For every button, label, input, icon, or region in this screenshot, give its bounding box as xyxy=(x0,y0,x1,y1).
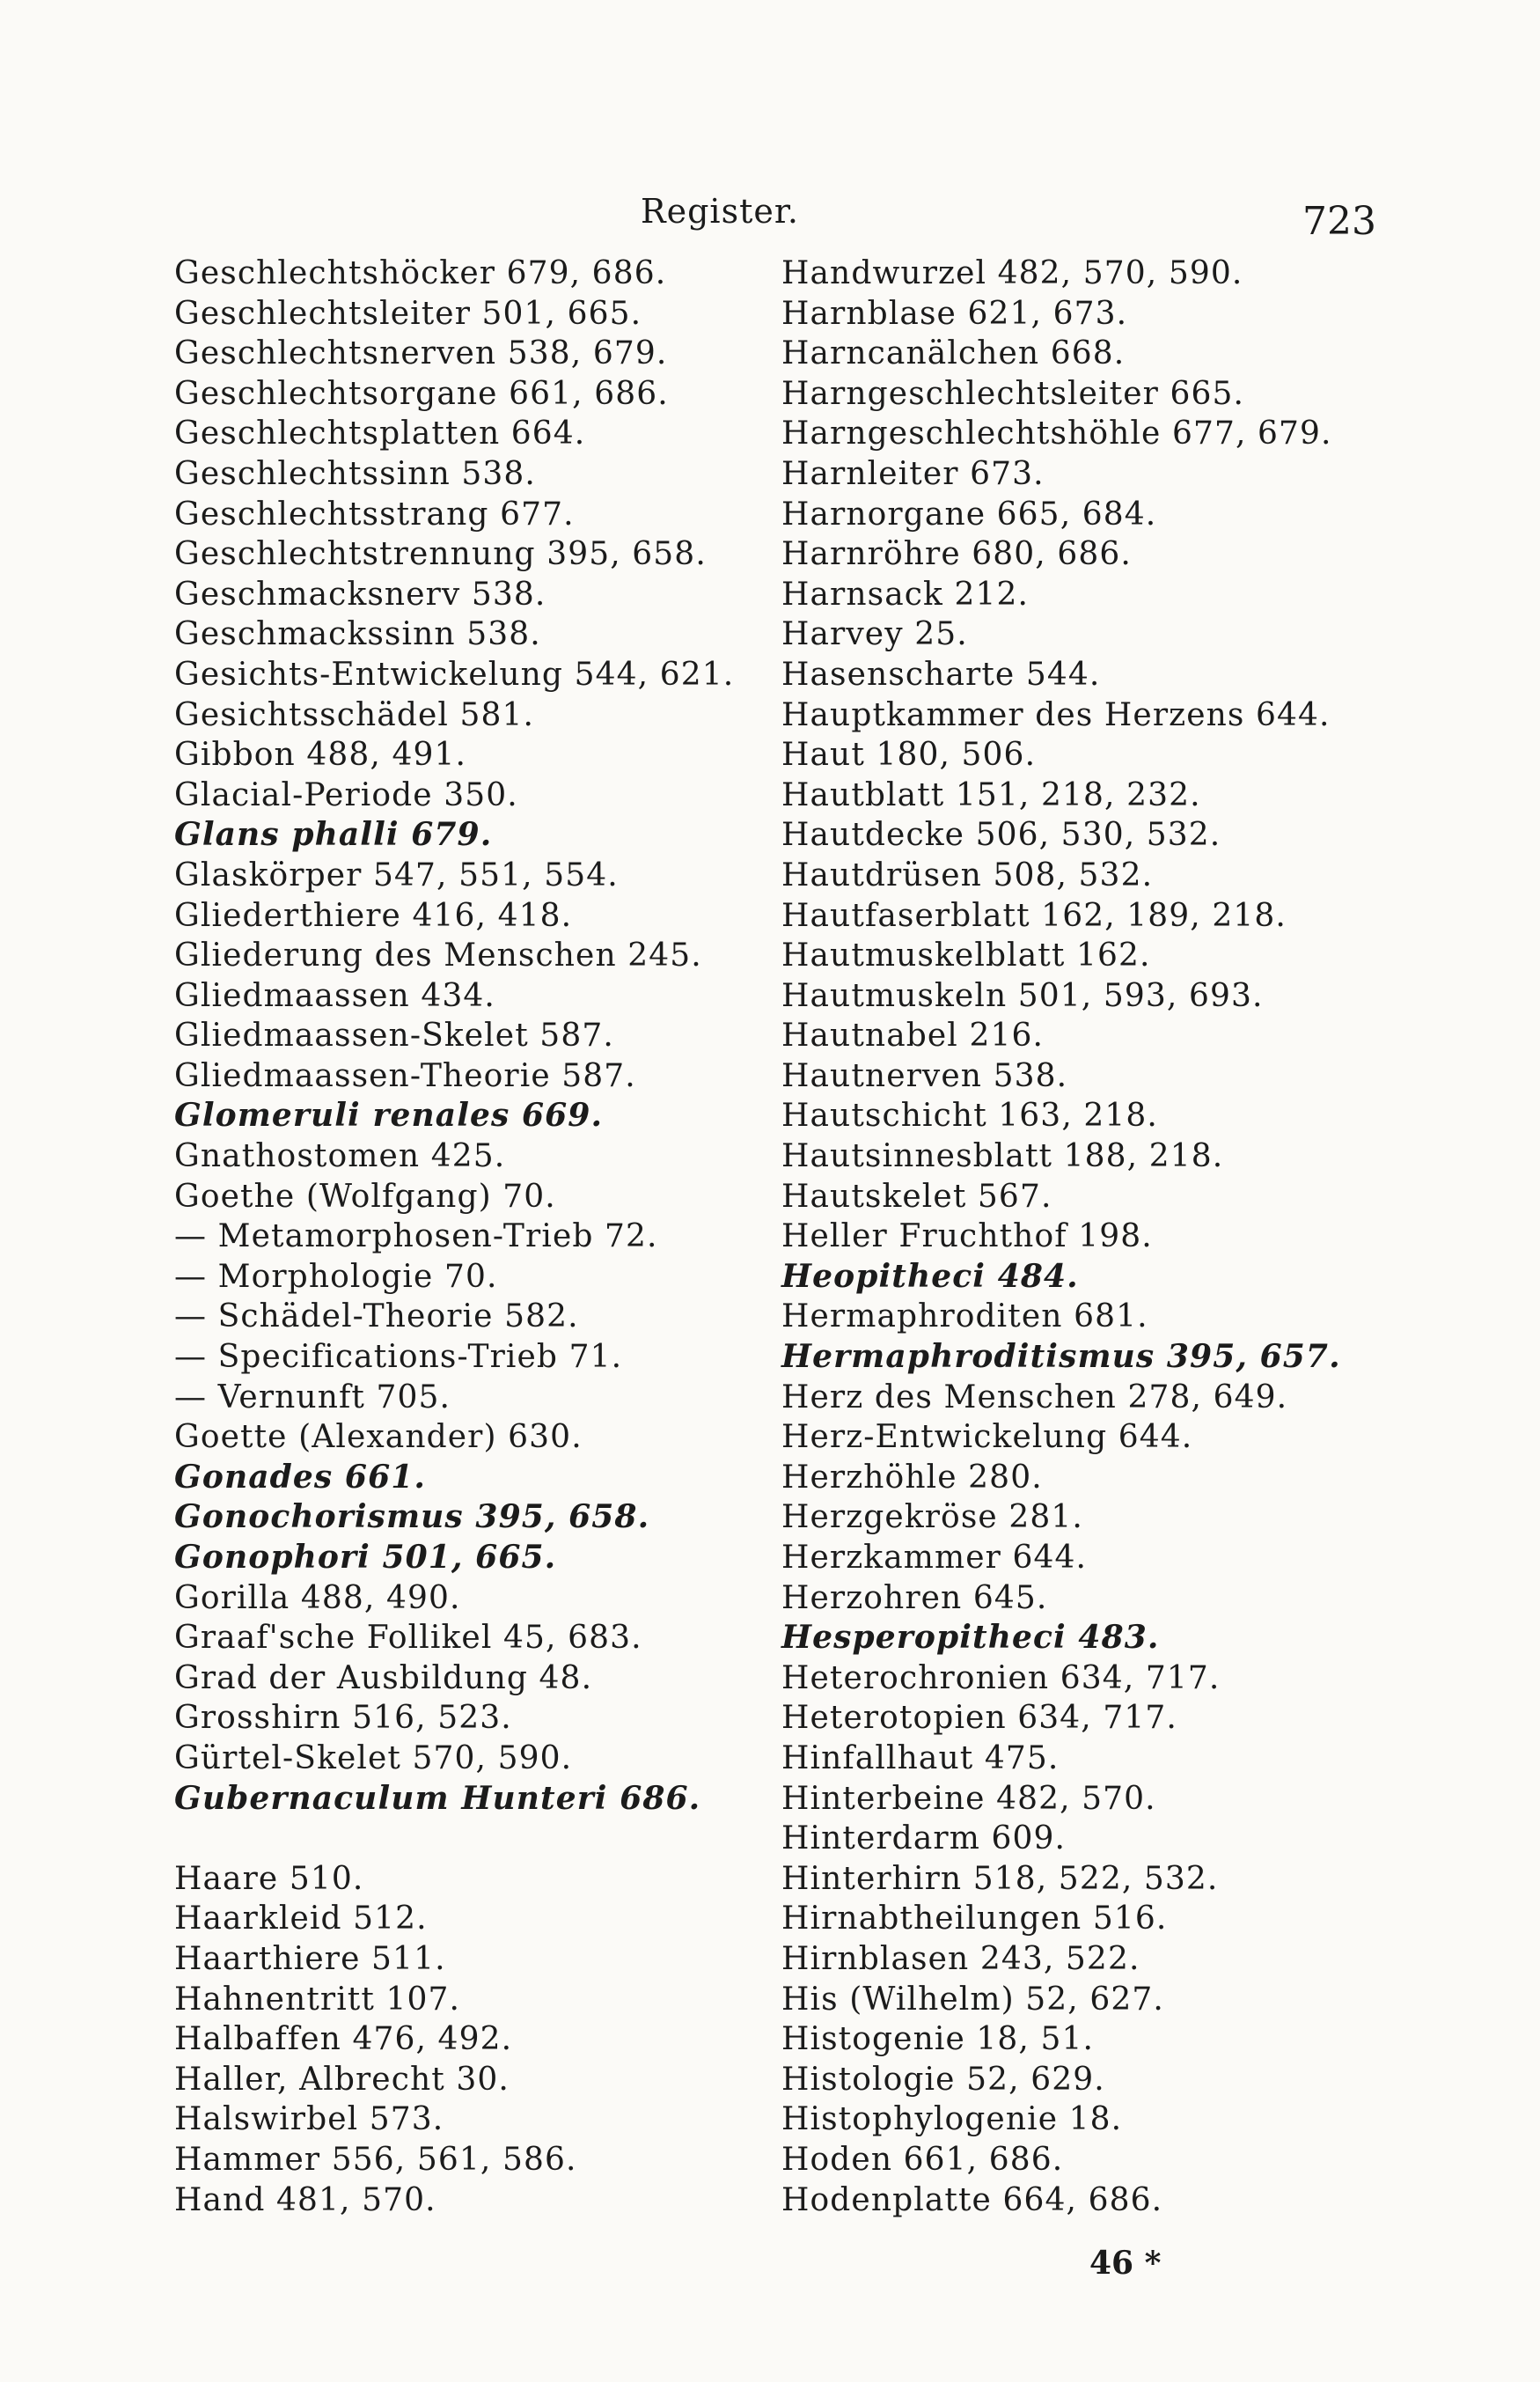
index-entry: Gorilla 488, 490. xyxy=(174,1579,461,1616)
index-entry: Hinfallhaut 475. xyxy=(781,1739,1060,1776)
index-entry: Gesichts-Entwickelung 544, 621. xyxy=(174,656,735,693)
index-entry: Herzhöhle 280. xyxy=(781,1459,1043,1496)
index-entry: Haarkleid 512. xyxy=(174,1900,428,1937)
index-entry: Harnleiter 673. xyxy=(781,455,1045,492)
index-entry: Haare 510. xyxy=(174,1860,364,1897)
index-entry: Halswirbel 573. xyxy=(174,2101,444,2138)
page-number: 723 xyxy=(1302,199,1376,244)
index-entry: Haut 180, 506. xyxy=(781,737,1037,774)
index-entry: Gonades 661. xyxy=(174,1458,427,1496)
index-entry: Hirnblasen 243, 522. xyxy=(781,1940,1140,1977)
index-entry: Gliedmaassen-Theorie 587. xyxy=(174,1057,636,1094)
index-entry: Hauptkammer des Herzens 644. xyxy=(781,696,1331,733)
index-entry: Hirnabtheilungen 516. xyxy=(781,1900,1168,1937)
index-entry: Heopitheci 484. xyxy=(781,1257,1079,1295)
index-entry: Hautmuskeln 501, 593, 693. xyxy=(781,977,1264,1014)
index-column-left xyxy=(174,254,790,2220)
index-entry: Hand 481, 570. xyxy=(174,2181,436,2218)
index-entry: Hodenplatte 664, 686. xyxy=(781,2181,1163,2218)
index-entry: Harnröhre 680, 686. xyxy=(781,536,1132,573)
index-entry: Histophylogenie 18. xyxy=(781,2101,1123,2138)
index-entry: Hautfaserblatt 162, 189, 218. xyxy=(781,897,1287,934)
index-entry: Hautdecke 506, 530, 532. xyxy=(781,817,1221,854)
index-entry: Geschmacksnerv 538. xyxy=(174,576,546,613)
index-entry: Harnblase 621, 673. xyxy=(781,295,1128,332)
index-entry: Geschlechtssinn 538. xyxy=(174,455,536,492)
index-entry: Herz-Entwickelung 644. xyxy=(781,1419,1193,1456)
index-entry: — Metamorphosen-Trieb 72. xyxy=(174,1218,658,1255)
index-entry: Hautsinnesblatt 188, 218. xyxy=(781,1138,1224,1175)
index-entry: Geschlechtsstrang 677. xyxy=(174,496,575,533)
index-entry: Harngeschlechtsleiter 665. xyxy=(781,375,1245,412)
index-entry: Gibbon 488, 491. xyxy=(174,737,467,774)
index-entry: Heterochronien 634, 717. xyxy=(781,1659,1221,1696)
index-entry: — Vernunft 705. xyxy=(174,1378,451,1415)
index-entry: Harnsack 212. xyxy=(781,576,1030,613)
index-entry: Goethe (Wolfgang) 70. xyxy=(174,1178,556,1215)
index-entry: Halbaffen 476, 492. xyxy=(174,2021,513,2058)
index-entry: Hermaphroditismus 395, 657. xyxy=(781,1338,1341,1376)
index-entry: Gliederthiere 416, 418. xyxy=(174,897,573,934)
index-entry: Handwurzel 482, 570, 590. xyxy=(781,255,1243,291)
index-entry: Glans phalli 679. xyxy=(174,816,493,854)
index-entry: Hautnerven 538. xyxy=(781,1057,1068,1094)
index-entry: Hautschicht 163, 218. xyxy=(781,1098,1158,1135)
index-entry: Geschlechtsleiter 501, 665. xyxy=(174,295,642,332)
index-entry: Herzkammer 644. xyxy=(781,1540,1088,1576)
index-entry: Hautblatt 151, 218, 232. xyxy=(781,776,1201,813)
index-entry: Hautdrüsen 508, 532. xyxy=(781,856,1154,893)
index-entry: Gesichtsschädel 581. xyxy=(174,696,535,733)
printer-signature-mark: 46 * xyxy=(1089,2245,1162,2282)
index-entry: Hinterdarm 609. xyxy=(781,1820,1067,1857)
index-entry: Hoden 661, 686. xyxy=(781,2141,1064,2178)
index-entry: Geschmackssinn 538. xyxy=(174,616,541,653)
index-entry: Geschlechtsplatten 664. xyxy=(174,415,586,452)
index-entry: Geschlechtshöcker 679, 686. xyxy=(174,255,667,291)
index-entry: Gliederung des Menschen 245. xyxy=(174,937,702,974)
index-entry: Harngeschlechtshöhle 677, 679. xyxy=(781,415,1332,452)
index-entry: Hautskelet 567. xyxy=(781,1178,1052,1215)
index-entry: Hautnabel 216. xyxy=(781,1018,1045,1055)
index-entry: Glomeruli renales 669. xyxy=(174,1097,604,1135)
index-entry: — Morphologie 70. xyxy=(174,1258,498,1295)
index-entry: Hautmuskelblatt 162. xyxy=(781,937,1151,974)
index-entry: Grosshirn 516, 523. xyxy=(174,1700,512,1737)
index-entry: Hinterhirn 518, 522, 532. xyxy=(781,1860,1219,1897)
index-entry: Harncanälchen 668. xyxy=(781,335,1126,372)
index-entry: Harnorgane 665, 684. xyxy=(781,496,1157,533)
index-entry: Geschlechtsnerven 538, 679. xyxy=(174,335,668,372)
index-entry: Gubernaculum Hunteri 686. xyxy=(174,1779,701,1817)
index-entry: Harvey 25. xyxy=(781,616,968,653)
index-entry: Hahnentritt 107. xyxy=(174,1981,461,2018)
index-entry: — Specifications-Trieb 71. xyxy=(174,1339,623,1376)
index-entry: Heller Fruchthof 198. xyxy=(781,1218,1153,1255)
index-column-right xyxy=(781,254,1433,2220)
index-entry: Gnathostomen 425. xyxy=(174,1138,506,1175)
index-entry: Hermaphroditen 681. xyxy=(781,1298,1148,1335)
index-entry: Histogenie 18, 51. xyxy=(781,2021,1095,2058)
index-entry: Herzohren 645. xyxy=(781,1579,1048,1616)
index-entry: Gonophori 501, 665. xyxy=(174,1539,557,1576)
index-entry: Haarthiere 511. xyxy=(174,1940,446,1977)
index-entry: His (Wilhelm) 52, 627. xyxy=(781,1981,1164,2018)
index-entry: Haller, Albrecht 30. xyxy=(174,2061,510,2098)
index-entry: Hasenscharte 544. xyxy=(781,656,1101,693)
section-gap xyxy=(174,1819,790,1859)
page-header-title: Register. xyxy=(641,192,799,231)
index-entry: Goette (Alexander) 630. xyxy=(174,1419,583,1456)
index-entry: Hinterbeine 482, 570. xyxy=(781,1780,1156,1817)
index-entry: Herz des Menschen 278, 649. xyxy=(781,1378,1288,1415)
index-entry: Gonochorismus 395, 658. xyxy=(174,1498,650,1536)
index-entry: — Schädel-Theorie 582. xyxy=(174,1298,579,1335)
index-entry: Gliedmaassen-Skelet 587. xyxy=(174,1018,614,1055)
index-entry: Geschlechtstrennung 395, 658. xyxy=(174,536,707,573)
index-entry: Geschlechtsorgane 661, 686. xyxy=(174,375,669,412)
index-entry: Graaf'sche Follikel 45, 683. xyxy=(174,1620,642,1657)
index-entry: Hammer 556, 561, 586. xyxy=(174,2141,577,2178)
index-entry: Gliedmaassen 434. xyxy=(174,977,495,1014)
index-entry: Glacial-Periode 350. xyxy=(174,776,518,813)
index-entry: Glaskörper 547, 551, 554. xyxy=(174,856,619,893)
index-entry: Gürtel-Skelet 570, 590. xyxy=(174,1739,573,1776)
index-entry: Heterotopien 634, 717. xyxy=(781,1700,1177,1737)
index-entry: Histologie 52, 629. xyxy=(781,2061,1105,2098)
index-entry: Hesperopitheci 483. xyxy=(781,1619,1160,1657)
index-entry: Grad der Ausbildung 48. xyxy=(174,1659,593,1696)
index-entry: Herzgekröse 281. xyxy=(781,1499,1083,1536)
